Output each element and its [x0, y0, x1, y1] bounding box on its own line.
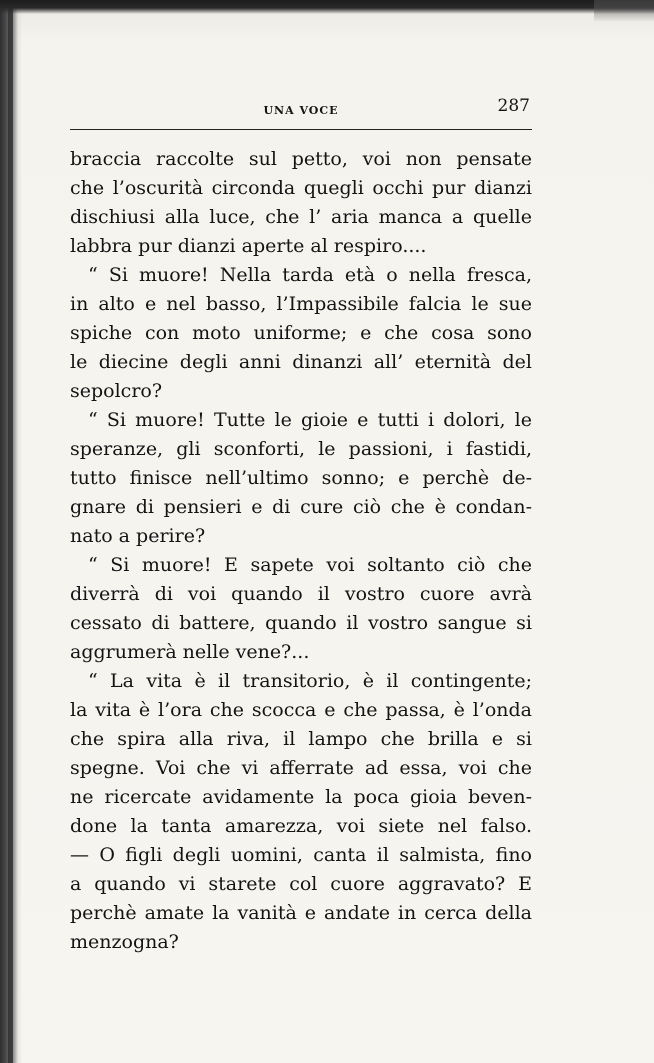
text-line: nato a perire?	[70, 525, 206, 547]
text-line: spiche con moto uniforme; e che cosa sono	[70, 322, 532, 344]
text-line: done la tanta amarezza, voi siete nel falso.	[70, 815, 532, 837]
page-binding-edge	[8, 0, 13, 1063]
text-line: tutto finisce nell’ultimo sonno; e perchè de-	[70, 467, 532, 489]
body-text	[70, 145, 532, 957]
text-line: che spira alla riva, il lampo che brilla e si	[70, 728, 532, 750]
text-line: sepolcro?	[70, 380, 163, 402]
text-line: la vita è l’ora che scocca e che passa, è l’onda	[70, 699, 532, 721]
text-line: gnare di pensieri e di cure ciò che è condan-	[70, 496, 532, 518]
text-line: ne ricercate avidamente la poca gioia beven-	[70, 786, 532, 808]
page-top-shadow	[0, 0, 654, 14]
text-line: che l’oscurità circonda quegli occhi pur dianzi	[70, 177, 532, 199]
text-line: perchè amate la vanità e andate in cerca della	[70, 902, 532, 924]
page-corner-shadow	[594, 0, 654, 22]
text-line: a quando vi starete col cuore aggravato? E	[70, 873, 532, 895]
running-head: UNA VOCE	[263, 104, 339, 117]
text-line: dischiusi alla luce, che l’ aria manca a quelle	[70, 206, 532, 228]
text-line: diverrà di voi quando il vostro cuore avrà	[70, 583, 532, 605]
text-line: “ La vita è il transitorio, è il contingente;	[88, 670, 532, 692]
text-line: speranze, gli sconforti, le passioni, i fastidi,	[70, 438, 532, 460]
text-line: le diecine degli anni dinanzi all’ eternità del	[70, 351, 532, 373]
text-line: “ Si muore! Nella tarda età o nella fresca,	[88, 264, 532, 286]
page-header	[70, 96, 532, 126]
text-line: “ Si muore! Tutte le gioie e tutti i dolori, le	[88, 409, 532, 431]
text-line: aggrumerà nelle vene?...	[70, 641, 310, 663]
text-line: spegne. Voi che vi afferrate ad essa, voi che	[70, 757, 532, 779]
page-number: 287	[497, 96, 530, 116]
text-line: — O figli degli uomini, canta il salmista, fino	[70, 844, 532, 866]
text-line: labbra pur dianzi aperte al respiro....	[70, 235, 427, 257]
text-line: “ Si muore! E sapete voi soltanto ciò che	[88, 554, 532, 576]
text-line: braccia raccolte sul petto, voi non pensate	[70, 148, 532, 170]
text-line: in alto e nel basso, l’Impassibile falcia le sue	[70, 293, 532, 315]
text-line: cessato di battere, quando il vostro sangue si	[70, 612, 532, 634]
text-line: menzogna?	[70, 931, 179, 953]
header-rule	[70, 129, 532, 130]
